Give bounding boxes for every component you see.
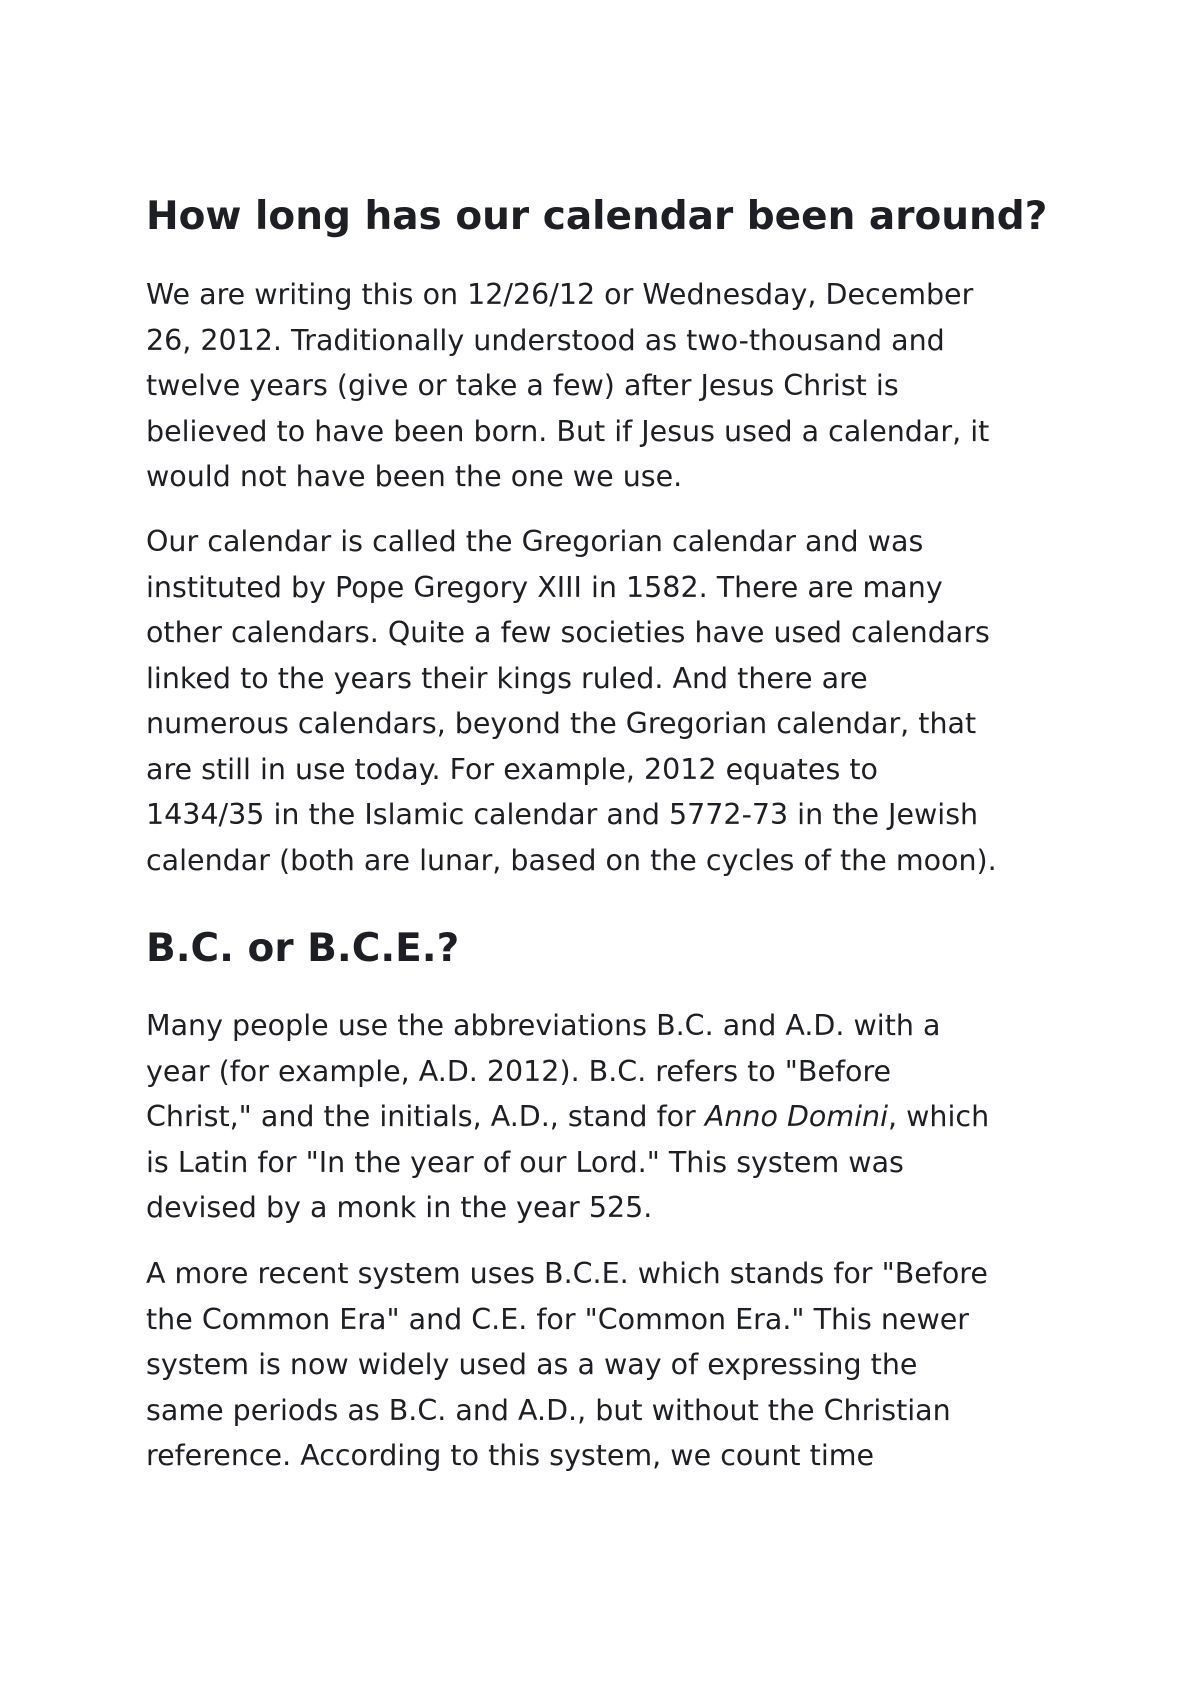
paragraph-gregorian-calendar bbox=[146, 519, 1076, 883]
section-heading-bc-bce: B.C. or B.C.E.? bbox=[146, 926, 460, 971]
text-line: would not have been the one we use. bbox=[146, 460, 683, 493]
text-line: year (for example, A.D. 2012). B.C. refers to "Before bbox=[146, 1054, 892, 1088]
text-line: 26, 2012. Traditionally understood as two-thousand and bbox=[146, 323, 945, 357]
text-line: the Common Era" and C.E. for "Common Era." This newer bbox=[146, 1302, 970, 1336]
text-line: We are writing this on 12/26/12 or Wednesday, December bbox=[146, 278, 974, 311]
text-line: system is now widely used as a way of expressing the bbox=[146, 1348, 918, 1381]
italic-term-anno-domini: Anno Domini bbox=[704, 1100, 888, 1133]
text-line: is Latin for "In the year of our Lord." This system was bbox=[146, 1145, 904, 1179]
text-line: numerous calendars, beyond the Gregorian calendar, that bbox=[146, 707, 977, 740]
section-heading-calendar: How long has our calendar been around? bbox=[146, 194, 1048, 239]
text-line: A more recent system uses B.C.E. which stands for "Before bbox=[146, 1257, 988, 1290]
text-run: Christ," and the initials, A.D., stand for bbox=[146, 1100, 705, 1133]
text-line: reference. According to this system, we count time bbox=[146, 1439, 875, 1472]
paragraph-bce-ce bbox=[146, 1251, 1076, 1479]
text-line: 1434/35 in the Islamic calendar and 5772-73 in the Jewish bbox=[146, 798, 979, 831]
text-line: are still in use today. For example, 2012 equates to bbox=[146, 752, 878, 786]
text-line: same periods as B.C. and A.D., but without the Christian bbox=[146, 1393, 951, 1427]
paragraph-bc-ad bbox=[146, 1003, 1076, 1231]
text-line-with-italic bbox=[146, 1094, 1076, 1140]
text-line: twelve years (give or take a few) after Jesus Christ is bbox=[146, 369, 899, 402]
text-line: Many people use the abbreviations B.C. and A.D. with a bbox=[146, 1009, 941, 1042]
text-line: calendar (both are lunar, based on the cycles of the moon). bbox=[146, 843, 997, 877]
text-line: Our calendar is called the Gregorian calendar and was bbox=[146, 525, 924, 558]
text-line: linked to the years their kings ruled. And there are bbox=[146, 661, 868, 695]
text-line: believed to have been born. But if Jesus used a calendar, it bbox=[146, 414, 990, 448]
paragraph-writing-date bbox=[146, 272, 1076, 500]
text-run: , which bbox=[888, 1100, 990, 1133]
text-line: devised by a monk in the year 525. bbox=[146, 1191, 653, 1224]
text-line: other calendars. Quite a few societies have used calendars bbox=[146, 616, 990, 649]
text-line: instituted by Pope Gregory XIII in 1582. There are many bbox=[146, 570, 943, 604]
